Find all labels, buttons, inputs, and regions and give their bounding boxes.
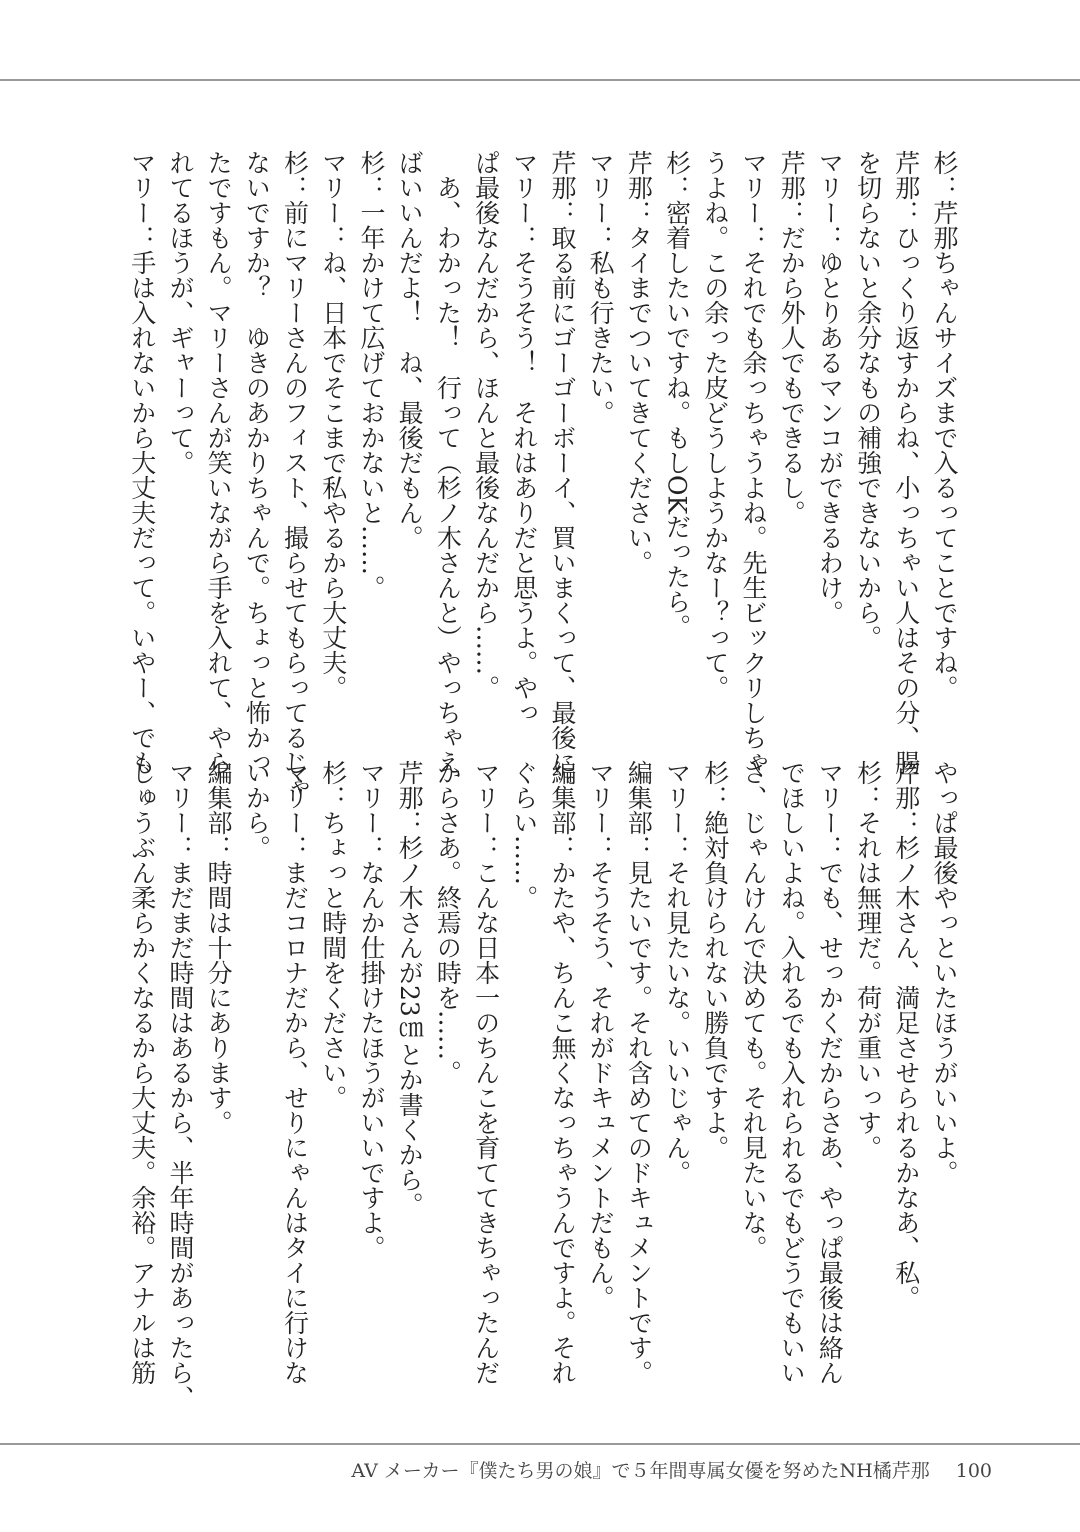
- text-column: 芹那：だから外人でもできるし。: [777, 150, 807, 525]
- text-column: 芹那：杉ノ木さん、満足させられるかなあ、私。: [891, 760, 921, 1310]
- page-footer: [351, 1456, 992, 1483]
- text-column: マリー：なんか仕掛けたほうがいいですよ。: [356, 760, 386, 1260]
- text-column: マリー：こんな日本一のちんこを育ててきちゃったんだ: [471, 760, 501, 1385]
- text-column: マリー：でも、せっかくだからさあ、やっぱ最後は絡ん: [815, 760, 845, 1385]
- text-column: 芹那：タイまでついてきてください。: [624, 150, 654, 575]
- footer-rule: [0, 1443, 1080, 1445]
- text-column: 編集部：時間は十分にあります。: [204, 760, 234, 1135]
- text-column: 編集部：かたや、ちんこ無くなっちゃうんですよ。それ: [547, 760, 577, 1385]
- text-column: マリー：そうそう、それがドキュメントだもん。: [586, 760, 616, 1310]
- text-column: 杉：それは無理だ。荷が重いっす。: [853, 760, 883, 1160]
- header-rule: [0, 79, 1080, 81]
- text-column: からさあ。終焉の時を……。: [433, 760, 463, 1085]
- page-number: 100: [955, 1460, 992, 1482]
- text-column: 編集部：見たいです。それ含めてのドキュメントです。: [624, 760, 654, 1385]
- text-column: やっぱ最後やっといたほうがいいよ。: [930, 760, 959, 1185]
- text-column: マリー：まだまだ時間はあるから、半年時間があったら、: [165, 760, 195, 1410]
- text-column: ないですか？ ゆきのあかりちゃんで。ちょっと怖かっ: [242, 150, 272, 775]
- text-column: マリー：まだコロナだから、せりにゃんはタイに行けな: [280, 760, 310, 1385]
- text-column: マリー：ゆとりあるマンコができるわけ。: [815, 150, 845, 625]
- text-column: うよね。この余った皮どうしようかなー？って。: [700, 150, 730, 700]
- text-column: マリー：それでも余っちゃうよね。先生ビックリしちゃ: [738, 150, 768, 775]
- text-column: でほしいよね。入れるでも入れられるでもどうでもいい: [777, 760, 807, 1385]
- text-column: 杉：絶対負けられない勝負ですよ。: [700, 760, 730, 1160]
- text-column: マリー：手は入れないから大丈夫だって。いやー、でも: [127, 150, 157, 775]
- text-column: 杉：芹那ちゃんサイズまで入るってことですね。: [930, 150, 959, 700]
- text-column: マリー：それ見たいな。いいじゃん。: [662, 760, 692, 1185]
- text-column: 杉：密着したいですね。もしOKだったら。: [662, 150, 692, 640]
- text-column: れてるほうが、ギャーって。: [165, 150, 195, 475]
- text-column: マリー：私も行きたい。: [586, 150, 616, 425]
- lower-text-block: [123, 760, 963, 1410]
- text-column: 杉：一年かけて広げておかないと……。: [356, 150, 386, 600]
- text-column: マリー：そうそう！ それはありだと思うよ。やっ: [509, 150, 539, 725]
- text-column: 芹那：ひっくり返すからね、小っちゃい人はその分、腸: [891, 150, 921, 775]
- text-column: あ、わかった！ 行って（杉ノ木さんと）やっちゃえ: [433, 150, 463, 775]
- text-column: じゅうぶん柔らかくなるから大丈夫。余裕。アナルは筋: [127, 760, 157, 1385]
- text-column: たですもん。マリーさんが笑いながら手を入れて、やら: [204, 150, 234, 775]
- text-column: いから。: [242, 760, 272, 860]
- text-column: 杉：前にマリーさんのフィスト、撮らせてもらってるじゃ: [280, 150, 310, 800]
- text-column: 杉：ちょっと時間をください。: [318, 760, 348, 1110]
- text-column: マリー：ね、日本でそこまで私やるから大丈夫。: [318, 150, 348, 700]
- running-title: AV メーカー『僕たち男の娘』で５年間専属女優を努めたNH橘芹那: [351, 1460, 930, 1482]
- text-column: ぱ最後なんだから、ほんと最後なんだから……。: [471, 150, 501, 700]
- text-column: 芹那：取る前にゴーゴーボーイ、買いまくって、最後に。: [547, 150, 577, 800]
- text-column: さ、じゃんけんで決めても。それ見たいな。: [738, 760, 768, 1260]
- upper-text-block: [123, 150, 963, 800]
- text-column: ぐらい……。: [509, 760, 539, 910]
- text-column: 芹那：杉ノ木さんが23㎝とか書くから。: [395, 760, 425, 1217]
- text-column: ばいいんだよ！ ね、最後だもん。: [395, 150, 425, 550]
- text-column: を切らないと余分なもの補強できないから。: [853, 150, 883, 650]
